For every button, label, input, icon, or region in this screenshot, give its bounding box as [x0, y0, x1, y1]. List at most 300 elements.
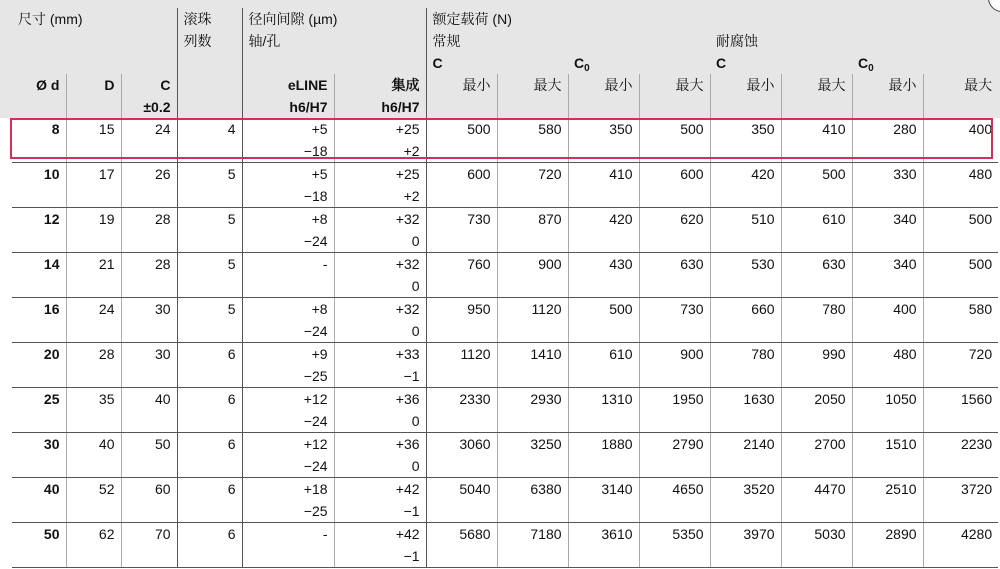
integrated-clearance-lower: +2: [334, 140, 426, 163]
empty-cell: [121, 410, 177, 433]
table-row-continuation: [12, 140, 998, 163]
empty-cell: [177, 140, 242, 163]
bore-diameter: 8: [12, 118, 66, 140]
empty-cell: [426, 410, 497, 433]
eline-clearance-upper: +8: [242, 208, 334, 231]
table-row: [12, 523, 998, 546]
empty-cell: [639, 455, 710, 478]
cor-c-min: 420: [710, 163, 781, 186]
integrated-clearance-upper: +42: [334, 523, 426, 546]
empty-cell: [66, 185, 121, 208]
empty-cell: [852, 455, 923, 478]
integrated-clearance-lower: −1: [334, 545, 426, 568]
std-c0-min: 3140: [568, 478, 639, 501]
empty-cell: [497, 230, 568, 253]
empty-cell: [923, 320, 998, 343]
empty-cell: [639, 320, 710, 343]
eline-clearance-lower: −18: [242, 185, 334, 208]
width: 50: [121, 433, 177, 456]
max-header: 最大: [781, 74, 852, 96]
eline-fit-header: h6/H7: [242, 96, 334, 118]
empty-cell: [710, 275, 781, 298]
cor-c-min: 660: [710, 298, 781, 321]
bore-diameter: 16: [12, 298, 66, 321]
std-c-max: 720: [497, 163, 568, 186]
outer-diameter: 40: [66, 433, 121, 456]
width: 30: [121, 298, 177, 321]
empty-cell: [12, 230, 66, 253]
eline-clearance-lower: −25: [242, 365, 334, 388]
ball-rows: 6: [177, 388, 242, 411]
empty-cell: [121, 500, 177, 523]
empty-cell: [66, 500, 121, 523]
empty-cell: [852, 545, 923, 568]
std-c-min: 500: [426, 118, 497, 140]
empty-cell: [781, 410, 852, 433]
std-c0-min: 3610: [568, 523, 639, 546]
std-c0-min: 610: [568, 343, 639, 366]
width: 26: [121, 163, 177, 186]
ball-rows: 6: [177, 343, 242, 366]
empty-cell: [923, 185, 998, 208]
table-row: [12, 298, 998, 321]
integrated-clearance-upper: +25: [334, 163, 426, 186]
ball-rows: 5: [177, 163, 242, 186]
integrated-clearance-lower: 0: [334, 320, 426, 343]
width: 28: [121, 253, 177, 276]
outer-diameter: 19: [66, 208, 121, 231]
std-c0-max: 5350: [639, 523, 710, 546]
empty-cell: [781, 500, 852, 523]
outer-diameter: 15: [66, 118, 121, 140]
std-c0-max: 620: [639, 208, 710, 231]
empty-cell: [639, 275, 710, 298]
std-c0-max: 500: [639, 118, 710, 140]
empty-cell: [639, 185, 710, 208]
empty-cell: [121, 365, 177, 388]
empty-cell: [710, 455, 781, 478]
width: 30: [121, 343, 177, 366]
eline-clearance-upper: +5: [242, 118, 334, 140]
empty-cell: [426, 320, 497, 343]
empty-cell: [177, 500, 242, 523]
table-row-continuation: [12, 365, 998, 388]
table-row-continuation: [12, 455, 998, 478]
max-header: 最大: [497, 74, 568, 96]
std-c-max: 870: [497, 208, 568, 231]
empty-cell: [426, 455, 497, 478]
empty-cell: [121, 230, 177, 253]
cor-c-min: 510: [710, 208, 781, 231]
empty-cell: [568, 140, 639, 163]
corrosion-header: 耐腐蚀: [716, 33, 759, 49]
integrated-clearance-upper: +42: [334, 478, 426, 501]
outer-diameter: 35: [66, 388, 121, 411]
table-row-continuation: [12, 230, 998, 253]
cor-c-max: 410: [781, 118, 852, 140]
cor-c0-min: 280: [852, 118, 923, 140]
empty-cell: [177, 455, 242, 478]
eline-clearance-lower: −24: [242, 410, 334, 433]
empty-cell: [710, 500, 781, 523]
eline-clearance-upper: +5: [242, 163, 334, 186]
std-c0-max: 2790: [639, 433, 710, 456]
eline-clearance-lower: −24: [242, 230, 334, 253]
empty-cell: [497, 410, 568, 433]
table-row: [12, 208, 998, 231]
empty-cell: [923, 230, 998, 253]
empty-cell: [66, 410, 121, 433]
std-c0-max: 630: [639, 253, 710, 276]
eline-clearance-lower: −25: [242, 500, 334, 523]
std-c-min: 5680: [426, 523, 497, 546]
width: 40: [121, 388, 177, 411]
table-row-continuation: [12, 185, 998, 208]
integrated-clearance-lower: 0: [334, 410, 426, 433]
std-c-max: 580: [497, 118, 568, 140]
cor-c-max: 500: [781, 163, 852, 186]
empty-cell: [710, 410, 781, 433]
eline-clearance-lower: −18: [242, 140, 334, 163]
cor-c-max: 4470: [781, 478, 852, 501]
empty-cell: [639, 365, 710, 388]
width: 70: [121, 523, 177, 546]
shaft-hole-header: 轴/孔: [242, 30, 426, 52]
table-row: [12, 163, 998, 186]
empty-cell: [426, 365, 497, 388]
cor-c0-max: 1560: [923, 388, 998, 411]
empty-cell: [177, 230, 242, 253]
empty-cell: [852, 140, 923, 163]
std-c0-min: 430: [568, 253, 639, 276]
empty-cell: [781, 545, 852, 568]
empty-cell: [568, 410, 639, 433]
empty-cell: [12, 545, 66, 568]
empty-cell: [66, 455, 121, 478]
min-header: 最小: [426, 74, 497, 96]
empty-cell: [639, 545, 710, 568]
empty-cell: [781, 365, 852, 388]
integrated-clearance-lower: +2: [334, 185, 426, 208]
cor-c-max: 2700: [781, 433, 852, 456]
width: 60: [121, 478, 177, 501]
cor-c-min: 350: [710, 118, 781, 140]
outer-diameter: 28: [66, 343, 121, 366]
cor-c0-min: 2510: [852, 478, 923, 501]
empty-cell: [781, 455, 852, 478]
empty-cell: [121, 140, 177, 163]
empty-cell: [177, 275, 242, 298]
ball-rows: 5: [177, 253, 242, 276]
empty-cell: [66, 545, 121, 568]
empty-cell: [710, 185, 781, 208]
ball-rows: 5: [177, 298, 242, 321]
cor-c-max: 990: [781, 343, 852, 366]
cor-c-header: C: [716, 55, 727, 71]
std-c0-max: 1950: [639, 388, 710, 411]
table-header: [12, 8, 998, 118]
cor-c0-max: 500: [923, 253, 998, 276]
empty-cell: [177, 410, 242, 433]
empty-cell: [177, 320, 242, 343]
outer-diameter: 62: [66, 523, 121, 546]
balls-header-line2: 列数: [177, 30, 242, 52]
bearing-spec-table: [12, 8, 998, 568]
empty-cell: [852, 320, 923, 343]
cor-c-max: 5030: [781, 523, 852, 546]
cor-c-min: 1630: [710, 388, 781, 411]
eline-header: eLINE: [242, 74, 334, 96]
std-c0-min: 1310: [568, 388, 639, 411]
empty-cell: [12, 455, 66, 478]
cor-c-min: 780: [710, 343, 781, 366]
empty-cell: [568, 185, 639, 208]
std-c-header: C: [426, 52, 568, 74]
cor-c0-min: 340: [852, 208, 923, 231]
cor-c0-min: 330: [852, 163, 923, 186]
cor-c0-max: 400: [923, 118, 998, 140]
integrated-clearance-lower: −1: [334, 500, 426, 523]
empty-cell: [497, 275, 568, 298]
eline-clearance-upper: +18: [242, 478, 334, 501]
empty-cell: [781, 185, 852, 208]
eline-clearance-upper: +9: [242, 343, 334, 366]
table-row: [12, 118, 998, 140]
std-c0-max: 4650: [639, 478, 710, 501]
cor-c0-min: 1510: [852, 433, 923, 456]
cor-c0-max: 580: [923, 298, 998, 321]
cor-c-max: 630: [781, 253, 852, 276]
size-header: 尺寸 (mm): [18, 11, 83, 27]
empty-cell: [66, 320, 121, 343]
bore-diameter: 10: [12, 163, 66, 186]
bore-diameter: 12: [12, 208, 66, 231]
eline-clearance-upper: +12: [242, 433, 334, 456]
empty-cell: [781, 275, 852, 298]
empty-cell: [639, 230, 710, 253]
empty-cell: [497, 365, 568, 388]
empty-cell: [781, 230, 852, 253]
integrated-fit-header: h6/H7: [334, 96, 426, 118]
empty-cell: [568, 545, 639, 568]
ball-rows: 6: [177, 433, 242, 456]
empty-cell: [426, 545, 497, 568]
integrated-clearance-upper: +32: [334, 208, 426, 231]
std-c-max: 7180: [497, 523, 568, 546]
clearance-header: 径向间隙 (µm): [242, 8, 426, 30]
empty-cell: [781, 320, 852, 343]
max-header: 最大: [639, 74, 710, 96]
table-row-continuation: [12, 275, 998, 298]
cor-c0-min: 1050: [852, 388, 923, 411]
empty-cell: [121, 545, 177, 568]
width: 24: [121, 118, 177, 140]
bore-diameter: 20: [12, 343, 66, 366]
empty-cell: [426, 230, 497, 253]
integrated-clearance-lower: −1: [334, 365, 426, 388]
empty-cell: [426, 185, 497, 208]
outer-diameter: 24: [66, 298, 121, 321]
empty-cell: [12, 320, 66, 343]
std-c-min: 5040: [426, 478, 497, 501]
empty-cell: [426, 275, 497, 298]
empty-cell: [781, 140, 852, 163]
empty-cell: [12, 140, 66, 163]
std-c-min: 950: [426, 298, 497, 321]
empty-cell: [923, 455, 998, 478]
empty-cell: [497, 455, 568, 478]
std-c-max: 1120: [497, 298, 568, 321]
cor-c0-max: 3720: [923, 478, 998, 501]
empty-cell: [710, 140, 781, 163]
empty-cell: [923, 275, 998, 298]
std-c0-max: 600: [639, 163, 710, 186]
std-c-min: 600: [426, 163, 497, 186]
cor-c-max: 2050: [781, 388, 852, 411]
empty-cell: [177, 545, 242, 568]
bore-diameter: 30: [12, 433, 66, 456]
empty-cell: [177, 185, 242, 208]
load-header: 额定载荷 (N): [426, 8, 998, 30]
cor-c0-max: 500: [923, 208, 998, 231]
empty-cell: [923, 500, 998, 523]
eline-clearance-upper: +8: [242, 298, 334, 321]
width: 28: [121, 208, 177, 231]
std-c0-header: $C_0$: [574, 55, 590, 74]
cor-c0-max: 480: [923, 163, 998, 186]
eline-clearance-lower: −24: [242, 455, 334, 478]
table-row-continuation: [12, 545, 998, 568]
outer-diameter: 21: [66, 253, 121, 276]
d-header: Ø d: [36, 77, 60, 93]
width-c-header: C: [121, 74, 177, 96]
integrated-clearance-upper: +36: [334, 388, 426, 411]
empty-cell: [710, 230, 781, 253]
integrated-clearance-upper: +32: [334, 298, 426, 321]
integrated-header: 集成: [334, 74, 426, 96]
eline-clearance-lower: −24: [242, 320, 334, 343]
empty-cell: [923, 140, 998, 163]
std-c-max: 2930: [497, 388, 568, 411]
empty-cell: [568, 365, 639, 388]
std-c0-min: 500: [568, 298, 639, 321]
standard-header: 常规: [426, 30, 710, 52]
empty-cell: [426, 140, 497, 163]
empty-cell: [426, 500, 497, 523]
table-row: [12, 253, 998, 276]
empty-cell: [497, 320, 568, 343]
empty-cell: [923, 545, 998, 568]
std-c-min: 1120: [426, 343, 497, 366]
empty-cell: [12, 275, 66, 298]
eline-clearance-upper: -: [242, 523, 334, 546]
empty-cell: [66, 140, 121, 163]
min-header: 最小: [852, 74, 923, 96]
empty-cell: [12, 365, 66, 388]
table-row: [12, 433, 998, 456]
empty-cell: [852, 500, 923, 523]
cor-c0-min: 400: [852, 298, 923, 321]
cor-c0-max: 720: [923, 343, 998, 366]
bore-diameter: 50: [12, 523, 66, 546]
outer-diameter: 17: [66, 163, 121, 186]
eline-clearance-lower: [242, 545, 334, 568]
integrated-clearance-upper: +25: [334, 118, 426, 140]
bore-diameter: 40: [12, 478, 66, 501]
empty-cell: [568, 320, 639, 343]
empty-cell: [66, 365, 121, 388]
std-c-min: 3060: [426, 433, 497, 456]
empty-cell: [121, 455, 177, 478]
cor-c-min: 3970: [710, 523, 781, 546]
empty-cell: [121, 320, 177, 343]
width-tolerance-header: ±0.2: [121, 96, 177, 118]
std-c0-min: 410: [568, 163, 639, 186]
ball-rows: 5: [177, 208, 242, 231]
empty-cell: [639, 410, 710, 433]
cor-c-max: 610: [781, 208, 852, 231]
min-header: 最小: [710, 74, 781, 96]
integrated-clearance-upper: +36: [334, 433, 426, 456]
cor-c-max: 780: [781, 298, 852, 321]
std-c-max: 3250: [497, 433, 568, 456]
empty-cell: [639, 500, 710, 523]
std-c0-max: 730: [639, 298, 710, 321]
integrated-clearance-lower: 0: [334, 275, 426, 298]
cor-c-min: 530: [710, 253, 781, 276]
empty-cell: [568, 455, 639, 478]
empty-cell: [121, 275, 177, 298]
empty-cell: [121, 185, 177, 208]
empty-cell: [497, 140, 568, 163]
empty-cell: [66, 230, 121, 253]
integrated-clearance-lower: 0: [334, 230, 426, 253]
table-row: [12, 343, 998, 366]
bore-diameter: 14: [12, 253, 66, 276]
ball-rows: 6: [177, 478, 242, 501]
outer-diameter: 52: [66, 478, 121, 501]
cor-c0-min: 480: [852, 343, 923, 366]
bore-diameter: 25: [12, 388, 66, 411]
empty-cell: [497, 185, 568, 208]
cor-c0-max: 4280: [923, 523, 998, 546]
empty-cell: [12, 500, 66, 523]
cor-c-min: 3520: [710, 478, 781, 501]
empty-cell: [568, 275, 639, 298]
empty-cell: [66, 275, 121, 298]
empty-cell: [710, 320, 781, 343]
empty-cell: [710, 365, 781, 388]
table-row-continuation: [12, 410, 998, 433]
integrated-clearance-upper: +33: [334, 343, 426, 366]
eline-clearance-lower: [242, 275, 334, 298]
eline-clearance-upper: -: [242, 253, 334, 276]
cor-c-min: 2140: [710, 433, 781, 456]
balls-header-line1: 滚珠: [177, 8, 242, 30]
std-c0-min: 1880: [568, 433, 639, 456]
empty-cell: [12, 410, 66, 433]
table-row: [12, 388, 998, 411]
table-row-continuation: [12, 500, 998, 523]
std-c0-max: 900: [639, 343, 710, 366]
empty-cell: [852, 365, 923, 388]
empty-cell: [852, 410, 923, 433]
empty-cell: [497, 500, 568, 523]
integrated-clearance-upper: +32: [334, 253, 426, 276]
eline-clearance-upper: +12: [242, 388, 334, 411]
min-header: 最小: [568, 74, 639, 96]
table-row-continuation: [12, 320, 998, 343]
